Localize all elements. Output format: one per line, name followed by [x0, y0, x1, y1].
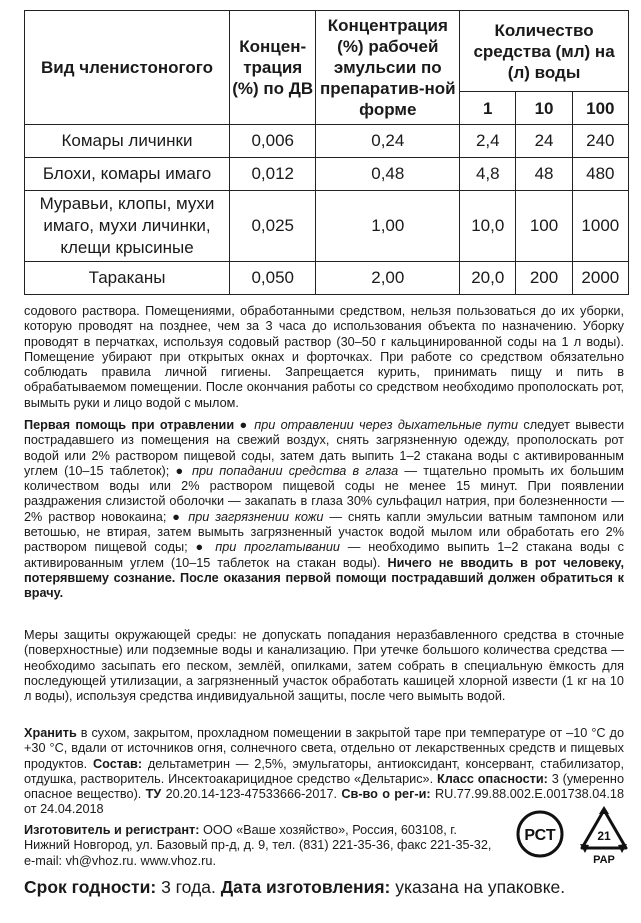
rst-certification-icon	[518, 812, 562, 856]
tu-label: ТУ	[145, 787, 162, 802]
cell-conc-work: 0,24	[316, 125, 460, 158]
tu-text: 20.20.14-123-47533666-2017.	[165, 787, 338, 802]
swallow-text: — необходимо выпить 1–2 стакана воды с активированным углем (10–15 таблеток на стакан воды).	[24, 540, 625, 570]
hazard-class-text: 3 (умеренно опасное вещество).	[24, 771, 624, 802]
skin-label: при загрязнении кожи	[188, 509, 324, 524]
header-conc-work: Концентрация (%) рабочей эмульсии по препаратив-ной форме	[316, 11, 460, 125]
manufacturer-paragraph	[24, 823, 504, 869]
cell-species: Муравьи, клопы, мухи имаго, мухи личинки, клещи крысиные	[25, 191, 230, 262]
first-aid-warning: Ничего не вводить в рот человеку, потерявшему сознание. После оказания первой помощи пострадавший должен обратиться к врачу.	[24, 555, 624, 601]
skin-text: — снять капли эмульсии ватным тампоном или ветошью, не втирая, затем вымыть загрязненный участок водой мылом или обработать его 2% раствором пищевой соды;	[24, 509, 625, 555]
rst-mark-text: РСТ	[524, 827, 556, 844]
cell-v10: 100	[516, 191, 572, 262]
header-amount: Количество средства (мл) на (л) воды	[460, 11, 629, 92]
cell-conc-dv: 0,050	[230, 262, 316, 295]
cell-conc-work: 0,48	[316, 158, 460, 191]
recycle-icon	[580, 806, 627, 866]
store-text: в сухом, закрытом, прохладном помещении в закрытой таре при температуре от –10 °С до +30 °С, вдали от источников огня, солнечного света, отдельно от лекарственных средств и пищевых продуктов.	[24, 726, 624, 771]
first-aid-paragraph	[24, 418, 624, 602]
cell-v1: 2,4	[460, 125, 516, 158]
expiry-line	[24, 876, 629, 898]
first-aid-title: Первая помощь при отравлении	[24, 418, 235, 432]
bullet-icon: ●	[239, 418, 249, 432]
cell-v1: 4,8	[460, 158, 516, 191]
cell-v10: 48	[516, 158, 572, 191]
certification-logos	[514, 804, 629, 866]
manufacturer-label: Изготовитель и регистрант:	[24, 823, 200, 837]
environment-paragraph: Меры защиты окружающей среды: не допускать попадания неразбавленного средства в сточные (поверхностные) или подземные воды и канализацию. При утечке большого количества средства — необходимо засыпать его песком, землёй, опилками, затем собрать в специальную ёмкость для последующей утилизации, а загрязненный участок обработать кашицей хлорной извести (1 кг на 10 л воды), используя средства индивидуальной защиты, после чего вымыть водой.	[24, 628, 624, 704]
inhalation-label: при отравлении через дыхательные пути	[254, 418, 519, 432]
cell-v10: 24	[516, 125, 572, 158]
bullet-icon: ●	[175, 463, 186, 478]
cell-species: Блохи, комары имаго	[25, 158, 230, 191]
cell-v100: 1000	[572, 191, 628, 262]
cell-conc-dv: 0,025	[230, 191, 316, 262]
swallow-label: при проглатывании	[215, 540, 340, 555]
header-conc-dv: Концен-трация (%) по ДВ	[230, 11, 316, 125]
cell-conc-dv: 0,012	[230, 158, 316, 191]
shelf-life-value: 3 года.	[161, 877, 216, 897]
cell-v100: 240	[572, 125, 628, 158]
store-label: Хранить	[24, 726, 77, 740]
eyes-label: при попадании средства в глаза	[192, 463, 399, 478]
table-row	[25, 191, 629, 262]
manufacture-date-label: Дата изготовления:	[220, 877, 391, 897]
cell-species: Комары личинки	[25, 125, 230, 158]
recycle-number: 21	[597, 829, 611, 843]
cell-conc-work: 2,00	[316, 262, 460, 295]
header-species: Вид членистоногого	[25, 11, 230, 125]
cell-v100: 480	[572, 158, 628, 191]
composition-label: Состав:	[92, 756, 143, 771]
cell-v100: 2000	[572, 262, 628, 295]
manufacture-date-value: указана на упаковке.	[395, 877, 566, 897]
cell-v10: 200	[516, 262, 572, 295]
registration-label: Св-во о рег-и:	[341, 787, 431, 802]
composition-text: дельтаметрин — 2,5%, эмульгаторы, антиоксидант, консервант, стабилизатор, отдушка, растворитель. Инсектоакарицидное средство «Дельтарис».	[24, 756, 625, 786]
cell-v1: 20,0	[460, 262, 516, 295]
recycle-code: PAP	[593, 854, 615, 866]
table-row	[25, 125, 629, 158]
header-volume-1: 1	[460, 92, 516, 125]
inhalation-text: следует вывести пострадавшего из помещения на свежий воздух, снять загрязненную одежду, прополоскать рот водой или 2% раствором пищевой соды, затем дать выпить 1–2 стакана воды с активированным углем (10–15 таблеток);	[24, 418, 625, 478]
header-volume-10: 10	[516, 92, 572, 125]
eyes-text: — тщательно промыть их большим количеством воды или 2% раствором пищевой соды не менее 15 минут. При появлении раздражения слизистой оболочки — закапать в глаза 30% сульфацил натрия, при болезненности — 2% раствор новокаина;	[24, 463, 625, 524]
usage-paragraph: содового раствора. Помещениями, обработанными средством, нельзя пользоваться до их уборки, которую проводят на позднее, чем за 3 часа до использования объекта по назначению. Уборку проводят в перчатках, используя содовый раствор (30–50 г кальцинированной соды на 1 л воды). Помещение убирают при открытых окнах и форточках. При работе со средством обязательно соблюдать правила личной гигиены. Запрещается курить, принимать пищу и пить в обрабатываемом помещении. После окончания работы со средством необходимо прополоскать рот, вымыть руки и лицо водой с мылом.	[24, 304, 624, 410]
table-row	[25, 262, 629, 295]
dosage-table	[24, 10, 629, 295]
cell-v1: 10,0	[460, 191, 516, 262]
shelf-life-label: Срок годности:	[24, 877, 157, 897]
bullet-icon: ●	[195, 540, 208, 555]
bullet-icon: ●	[172, 509, 183, 524]
table-row	[25, 158, 629, 191]
hazard-class-label: Класс опасности:	[437, 771, 548, 786]
cell-conc-work: 1,00	[316, 191, 460, 262]
cell-species: Тараканы	[25, 262, 230, 295]
cell-conc-dv: 0,006	[230, 125, 316, 158]
registration-text: RU.77.99.88.002.Е.001738.04.18 от 24.04.2018	[24, 787, 625, 817]
manufacturer-text: ООО «Ваше хозяйство», Россия, 603108, г. Нижний Новгород, ул. Базовый пр-д, д. 9, тел. (831) 221-35-36, факс 221-35-32, e-mail: vh@vhoz.ru. www.vhoz.ru.	[24, 823, 492, 868]
header-volume-100: 100	[572, 92, 628, 125]
